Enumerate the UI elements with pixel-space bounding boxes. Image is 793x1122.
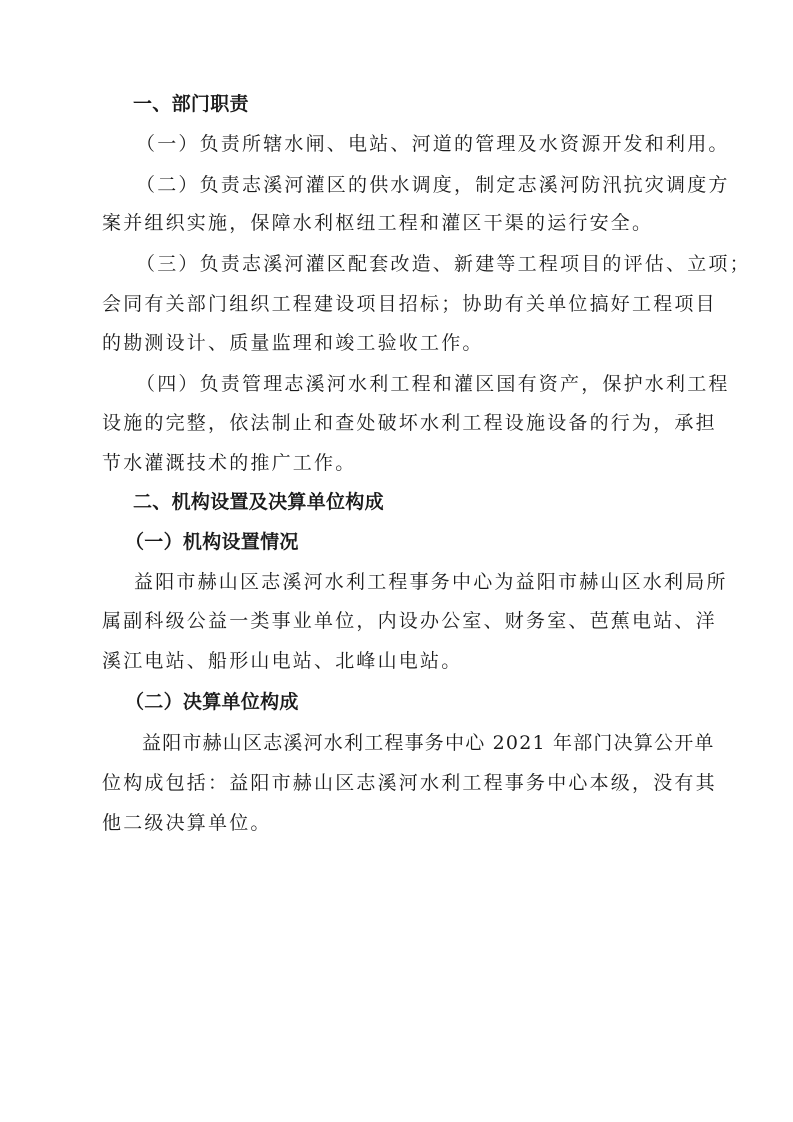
duty-item-2-line-2: 案并组织实施，保障水利枢纽工程和灌区干渠的运行安全。 [102,212,654,234]
budget-unit-line-3: 他二级决算单位。 [102,812,272,834]
duty-item-3-line-2: 会同有关部门组织工程建设项目招标；协助有关单位搞好工程项目 [102,293,717,315]
duty-item-4-line-3: 节水灌溉技术的推广工作。 [102,452,357,474]
budget-unit-line-2: 位构成包括：益阳市赫山区志溪河水利工程事务中心本级，没有其 [102,772,717,794]
duty-item-2-line-1: （二）负责志溪河灌区的供水调度，制定志溪河防汛抗灾调度方 [136,174,730,196]
org-setup-line-2: 属副科级公益一类事业单位，内设办公室、财务室、芭蕉电站、洋 [102,610,717,632]
org-setup-line-1: 益阳市赫山区志溪河水利工程事务中心为益阳市赫山区水利局所 [134,571,728,593]
duty-item-4-line-1: （四）负责管理志溪河水利工程和灌区国有资产，保护水利工程 [136,373,730,395]
duty-item-4-line-2: 设施的完整，依法制止和查处破坏水利工程设施设备的行为，承担 [102,412,717,434]
section-1-title: 一、部门职责 [133,93,249,115]
org-setup-line-3: 溪江电站、船形山电站、北峰山电站。 [102,650,463,672]
budget-unit-line-1: 益阳市赫山区志溪河水利工程事务中心 2021 年部门决算公开单 [142,732,715,754]
subsection-1-title: （一）机构设置情况 [125,531,299,553]
duty-item-1-line-1: （一）负责所辖水闸、电站、河道的管理及水资源开发和利用。 [136,133,730,155]
subsection-2-title: （二）决算单位构成 [125,691,299,713]
duty-item-3-line-1: （三）负责志溪河灌区配套改造、新建等工程项目的评估、立项； [136,253,751,275]
duty-item-3-line-3: 的勘测设计、质量监理和竣工验收工作。 [102,332,484,354]
section-2-title: 二、机构设置及决算单位构成 [133,491,384,513]
